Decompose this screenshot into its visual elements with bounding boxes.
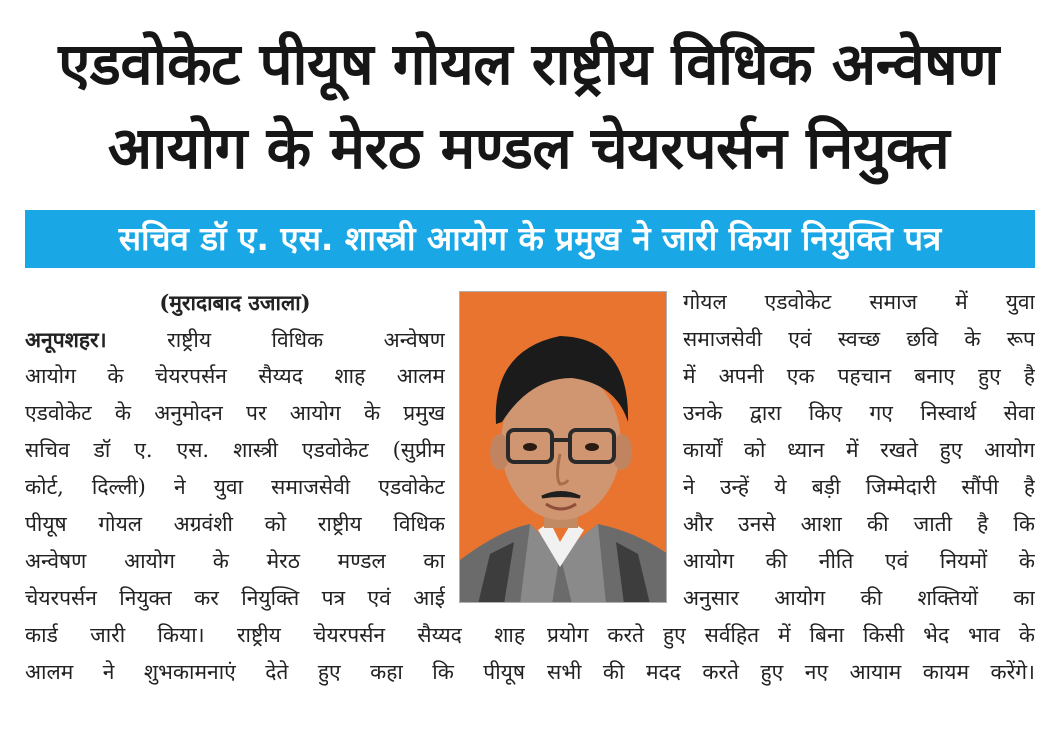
headline-line-2: आयोग के मेरठ मण्डल चेयरपर्सन नियुक्त (107, 114, 950, 182)
headline-line-1: एडवोकेट पीयूष गोयल राष्ट्रीय विधिक अन्वेषण (58, 30, 999, 98)
article-line: अन्वेषण आयोग के मेरठ मण्डल का (25, 549, 445, 573)
article-line: और उनसे आशा की जाती है कि (683, 512, 1035, 536)
article-line: प्रयोग करते हुए सर्वहित में बिना किसी भेद भाव के (547, 623, 1035, 647)
article-line: उनके द्वारा किए गए निस्वार्थ सेवा (683, 401, 1035, 425)
portrait-illustration (460, 292, 667, 603)
article-line: आयोग के चेयरपर्सन सैय्यद शाह आलम (25, 364, 445, 388)
article-line: कार्ड जारी किया। राष्ट्रीय चेयरपर्सन सैय्यद शाह (25, 623, 525, 647)
article-line: आयोग की नीति एवं नियमों के (683, 549, 1035, 573)
article-line: कार्यों को ध्यान में रखते हुए आयोग (683, 438, 1035, 462)
article-line: अनुसार आयोग की शक्तियों का (683, 586, 1035, 610)
article-line: सचिव डॉ ए. एस. शास्त्री एडवोकेट (सुप्रीम (25, 438, 445, 462)
article-line: में अपनी एक पहचान बनाए हुए है (683, 364, 1035, 388)
article-line: गोयल एडवोकेट समाज में युवा (683, 290, 1035, 314)
article-line: पीयूष गोयल अग्रवंशी को राष्ट्रीय विधिक (25, 512, 445, 536)
article-line: एडवोकेट के अनुमोदन पर आयोग के प्रमुख (25, 401, 445, 425)
article-line: सभी की मदद करते हुए नए आयाम कायम करेंगे। (547, 660, 1035, 684)
article-line (25, 321, 445, 358)
article-right-column (683, 284, 1035, 617)
article-right-column-bottom (547, 617, 1035, 691)
article-line: आलम ने शुभकामनाएं देते हुए कहा कि पीयूष (25, 660, 525, 684)
article-left-column-bottom (25, 617, 525, 691)
article-line: चेयरपर्सन नियुक्त कर नियुक्ति पत्र एवं आई (25, 586, 445, 610)
article-line: कोर्ट, दिल्ली) ने युवा समाजसेवी एडवोकेट (25, 475, 445, 499)
article-left-column (25, 284, 445, 617)
lead-rest: राष्ट्रीय विधिक अन्वेषण (167, 328, 445, 352)
subheadline-banner (25, 210, 1035, 268)
article-line: समाजसेवी एवं स्वच्छ छवि के रूप (683, 327, 1035, 351)
subheadline-text: सचिव डॉ ए. एस. शास्त्री आयोग के प्रमुख ने जारी किया नियुक्ति पत्र (118, 219, 942, 258)
portrait-photo (459, 291, 667, 603)
lead-place: अनूपशहर। (25, 327, 107, 352)
dateline: (मुरादाबाद उजाला) (159, 290, 311, 315)
article-line: ने उन्हें ये बड़ी जिम्मेदारी सौंपी है (683, 475, 1035, 499)
